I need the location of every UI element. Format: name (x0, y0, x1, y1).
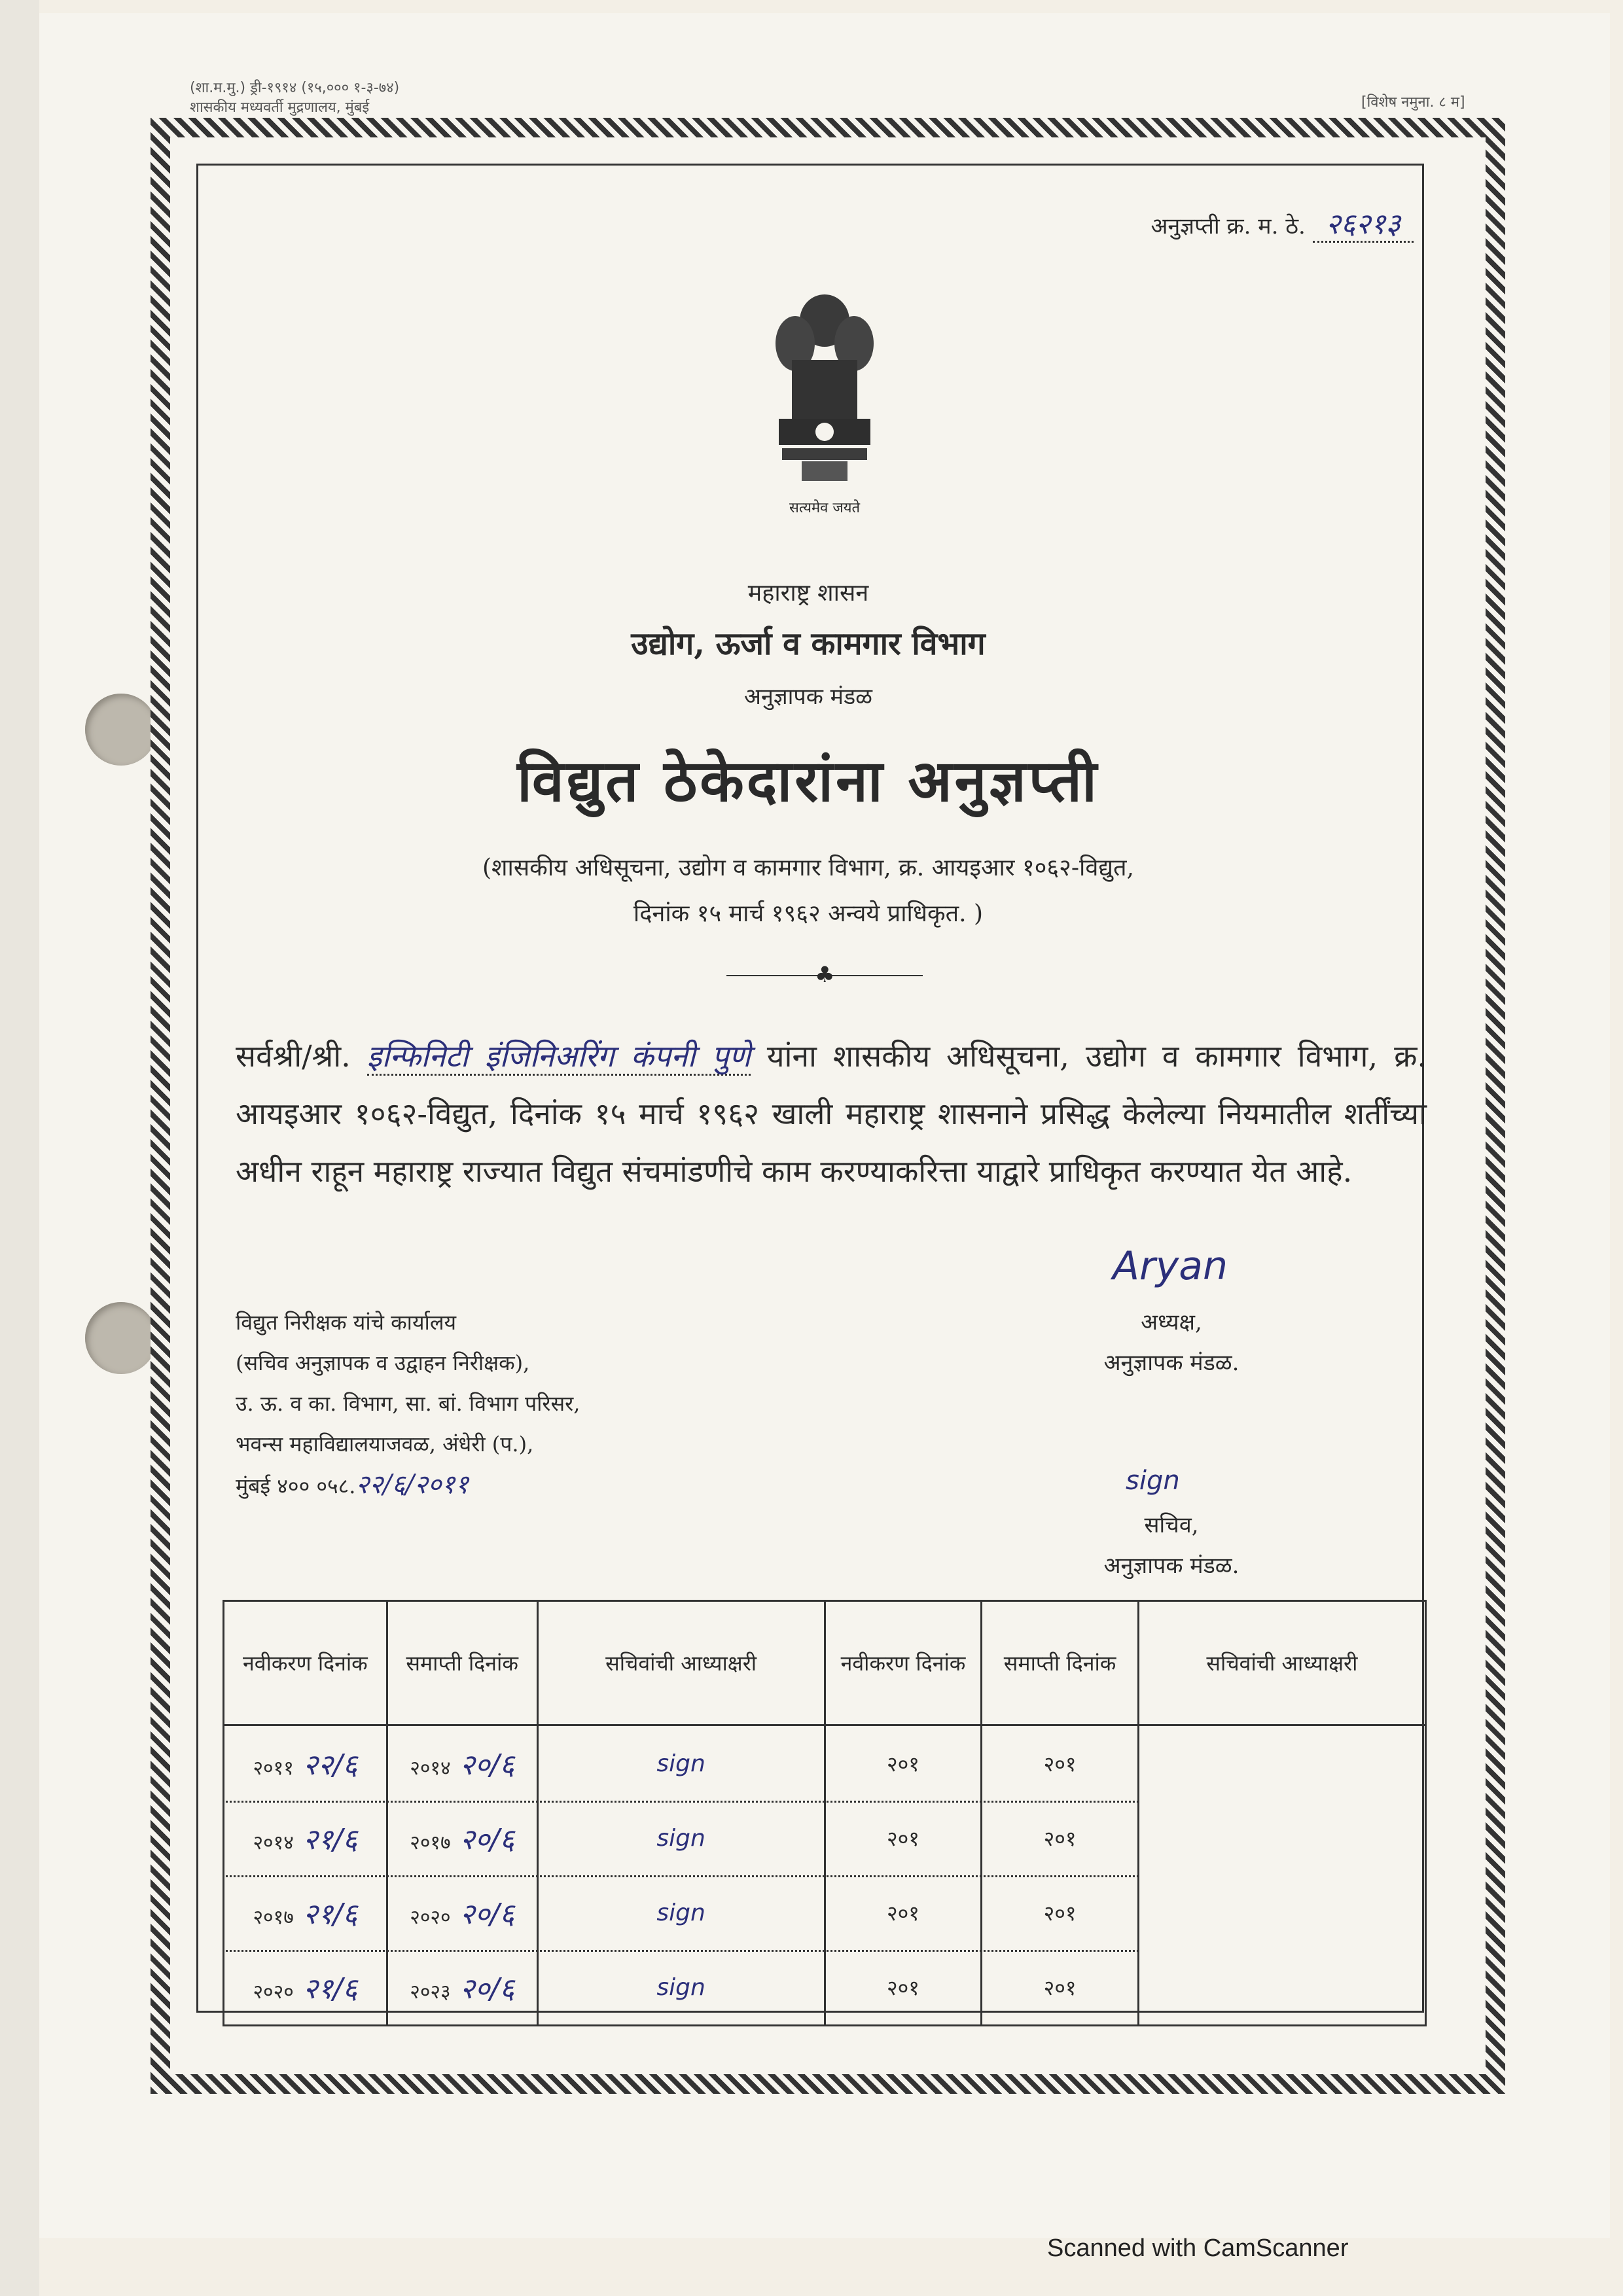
secretary-initials: sign (656, 1750, 705, 1777)
renewal-day: २१/६ (302, 1972, 358, 2005)
expiry-day: २०/६ (459, 1972, 515, 2005)
left-margin-strip (0, 0, 39, 2296)
table-row (224, 1725, 1426, 1801)
punch-hole-bottom (85, 1302, 157, 1374)
renewal-day: २१/६ (302, 1823, 358, 1856)
expiry-date-2: २०१ (982, 1875, 1139, 1950)
renewal-year: २०२० (253, 1981, 294, 2004)
row-divider (223, 1801, 1139, 1804)
table-row (224, 1950, 1426, 2026)
expiry-date-2: २०१ (982, 1801, 1139, 1875)
renewal-year: २०११ (253, 1757, 294, 1780)
office-line-3: उ. ऊ. व का. विभाग, सा. बां. विभाग परिसर, (236, 1391, 580, 1416)
print-line-2: शासकीय मध्यवर्ती मुद्रणालय, मुंबई (190, 99, 370, 116)
office-line-4: भवन्स महाविद्यालयाजवळ, अंधेरी (प.), (236, 1432, 534, 1457)
table-row (224, 1801, 1426, 1875)
issue-date: २२/६/२०११ (355, 1470, 469, 1500)
office-pin: मुंबई ४०० ०५८. (236, 1474, 356, 1498)
office-line-5 (236, 1464, 580, 1506)
table-row (224, 1875, 1426, 1950)
office-line-2: (सचिव अनुज्ञापक व उद्वाहन निरीक्षक), (236, 1351, 530, 1375)
row-divider (223, 1950, 1139, 1953)
print-line-1: (शा.म.मु.) ड्री-१९१४ (१५,००० १-३-७४) (190, 80, 400, 96)
secretary-board: अनुज्ञापक मंडळ. (1103, 1553, 1240, 1579)
col-expiry-date: समाप्ती दिनांक (387, 1601, 537, 1725)
department-title: उद्योग, ऊर्जा व कामगार विभाग (631, 626, 986, 662)
renewal-table (223, 1600, 1427, 2026)
secretary-initials-2 (1138, 1950, 1425, 2026)
license-number-label: अनुज्ञप्ती क्र. म. ठे. (1150, 213, 1306, 239)
form-number: [विशेष नमुना. ८ म] (1361, 94, 1465, 111)
col-secretary-initials: सचिवांची आध्याक्षरी (537, 1601, 825, 1725)
club-ornament-icon: ♣ (815, 962, 835, 988)
renewal-date-2: २०१ (825, 1725, 982, 1801)
license-body (236, 1027, 1427, 1200)
salutation: सर्वश्री/श्री. (236, 1038, 351, 1074)
chairman-board: अनुज्ञापक मंडळ. (1103, 1350, 1240, 1376)
secretary-block (1060, 1505, 1283, 1586)
office-address (236, 1302, 580, 1506)
table-header-row (224, 1601, 1426, 1725)
expiry-year: २०१७ (410, 1831, 451, 1854)
secretary-initials-2 (1138, 1801, 1425, 1875)
expiry-year: २०१४ (410, 1757, 451, 1780)
page-title: विद्युत ठेकेदारांना अनुज्ञप्ती (517, 747, 1099, 815)
emblem-caption: सत्यमेव जयते (789, 500, 861, 516)
license-text: यांना शासकीय अधिसूचना, उद्योग व कामगार विभाग, क्र. आयइआर १०६२-विद्युत, दिनांक १५ मार्च १९६२ खाली महाराष्ट्र शासनाने प्रसिद्ध केलेल्या नियमातील शर्तींच्या अधीन राहून महाराष्ट्र राज्यात विद्युत संचमांडणीचे काम करण्याकरित्ता याद्वारे प्राधिकृत करण्यात येत आहे. (236, 1038, 1427, 1189)
secretary-signature: sign (1126, 1466, 1180, 1496)
authority-note-line-2: दिनांक १५ मार्च १९६२ अन्वये प्राधिकृत. ) (633, 900, 984, 927)
office-line-1: विद्युत निरीक्षक यांचे कार्यालय (236, 1310, 457, 1335)
board-title: अनुज्ञापक मंडळ (743, 684, 873, 710)
secretary-initials-2 (1138, 1725, 1425, 1801)
renewal-date-2: २०१ (825, 1801, 982, 1875)
renewal-day: २२/६ (302, 1748, 358, 1782)
government-title: महाराष्ट्र शासन (747, 580, 869, 607)
license-number (1150, 203, 1414, 242)
row-divider (223, 1875, 1139, 1879)
secretary-initials-2 (1138, 1875, 1425, 1950)
licensee-name: इन्फिनिटी इंजिनिअरिंग कंपनी पुणे (367, 1038, 751, 1076)
expiry-day: २०/६ (459, 1748, 515, 1782)
expiry-day: २०/६ (459, 1823, 515, 1856)
secretary-initials: sign (656, 1973, 705, 2001)
license-number-value: २६२१३ (1313, 207, 1414, 243)
authority-note-line-1: (शासकीय अधिसूचना, उद्योग व कामगार विभाग, क्र. आयइआर १०६२-विद्युत, (482, 855, 1134, 881)
renewal-day: २१/६ (302, 1898, 358, 1931)
renewal-date-2: २०१ (825, 1950, 982, 2026)
chairman-signature: Aryan (1113, 1243, 1228, 1289)
expiry-date-2: २०१ (982, 1725, 1139, 1801)
col-renewal-date-2: नवीकरण दिनांक (825, 1601, 982, 1725)
col-renewal-date: नवीकरण दिनांक (224, 1601, 387, 1725)
renewal-year: २०१७ (253, 1906, 294, 1929)
secretary-initials: sign (656, 1899, 705, 1926)
expiry-year: २०२३ (410, 1981, 451, 2004)
scanner-watermark: Scanned with CamScanner (1047, 2234, 1349, 2262)
chairman-title: अध्यक्ष, (1141, 1309, 1202, 1335)
punch-hole-top (85, 694, 157, 766)
col-expiry-date-2: समाप्ती दिनांक (982, 1601, 1139, 1725)
national-emblem-icon (766, 281, 883, 491)
expiry-year: २०२० (410, 1906, 451, 1929)
renewal-year: २०१४ (253, 1831, 294, 1854)
secretary-initials: sign (656, 1824, 705, 1852)
expiry-day: २०/६ (459, 1898, 515, 1931)
chairman-block (1060, 1302, 1283, 1383)
renewal-date-2: २०१ (825, 1875, 982, 1950)
col-secretary-initials-2: सचिवांची आध्याक्षरी (1138, 1601, 1425, 1725)
expiry-date-2: २०१ (982, 1950, 1139, 2026)
secretary-title: सचिव, (1144, 1512, 1199, 1538)
